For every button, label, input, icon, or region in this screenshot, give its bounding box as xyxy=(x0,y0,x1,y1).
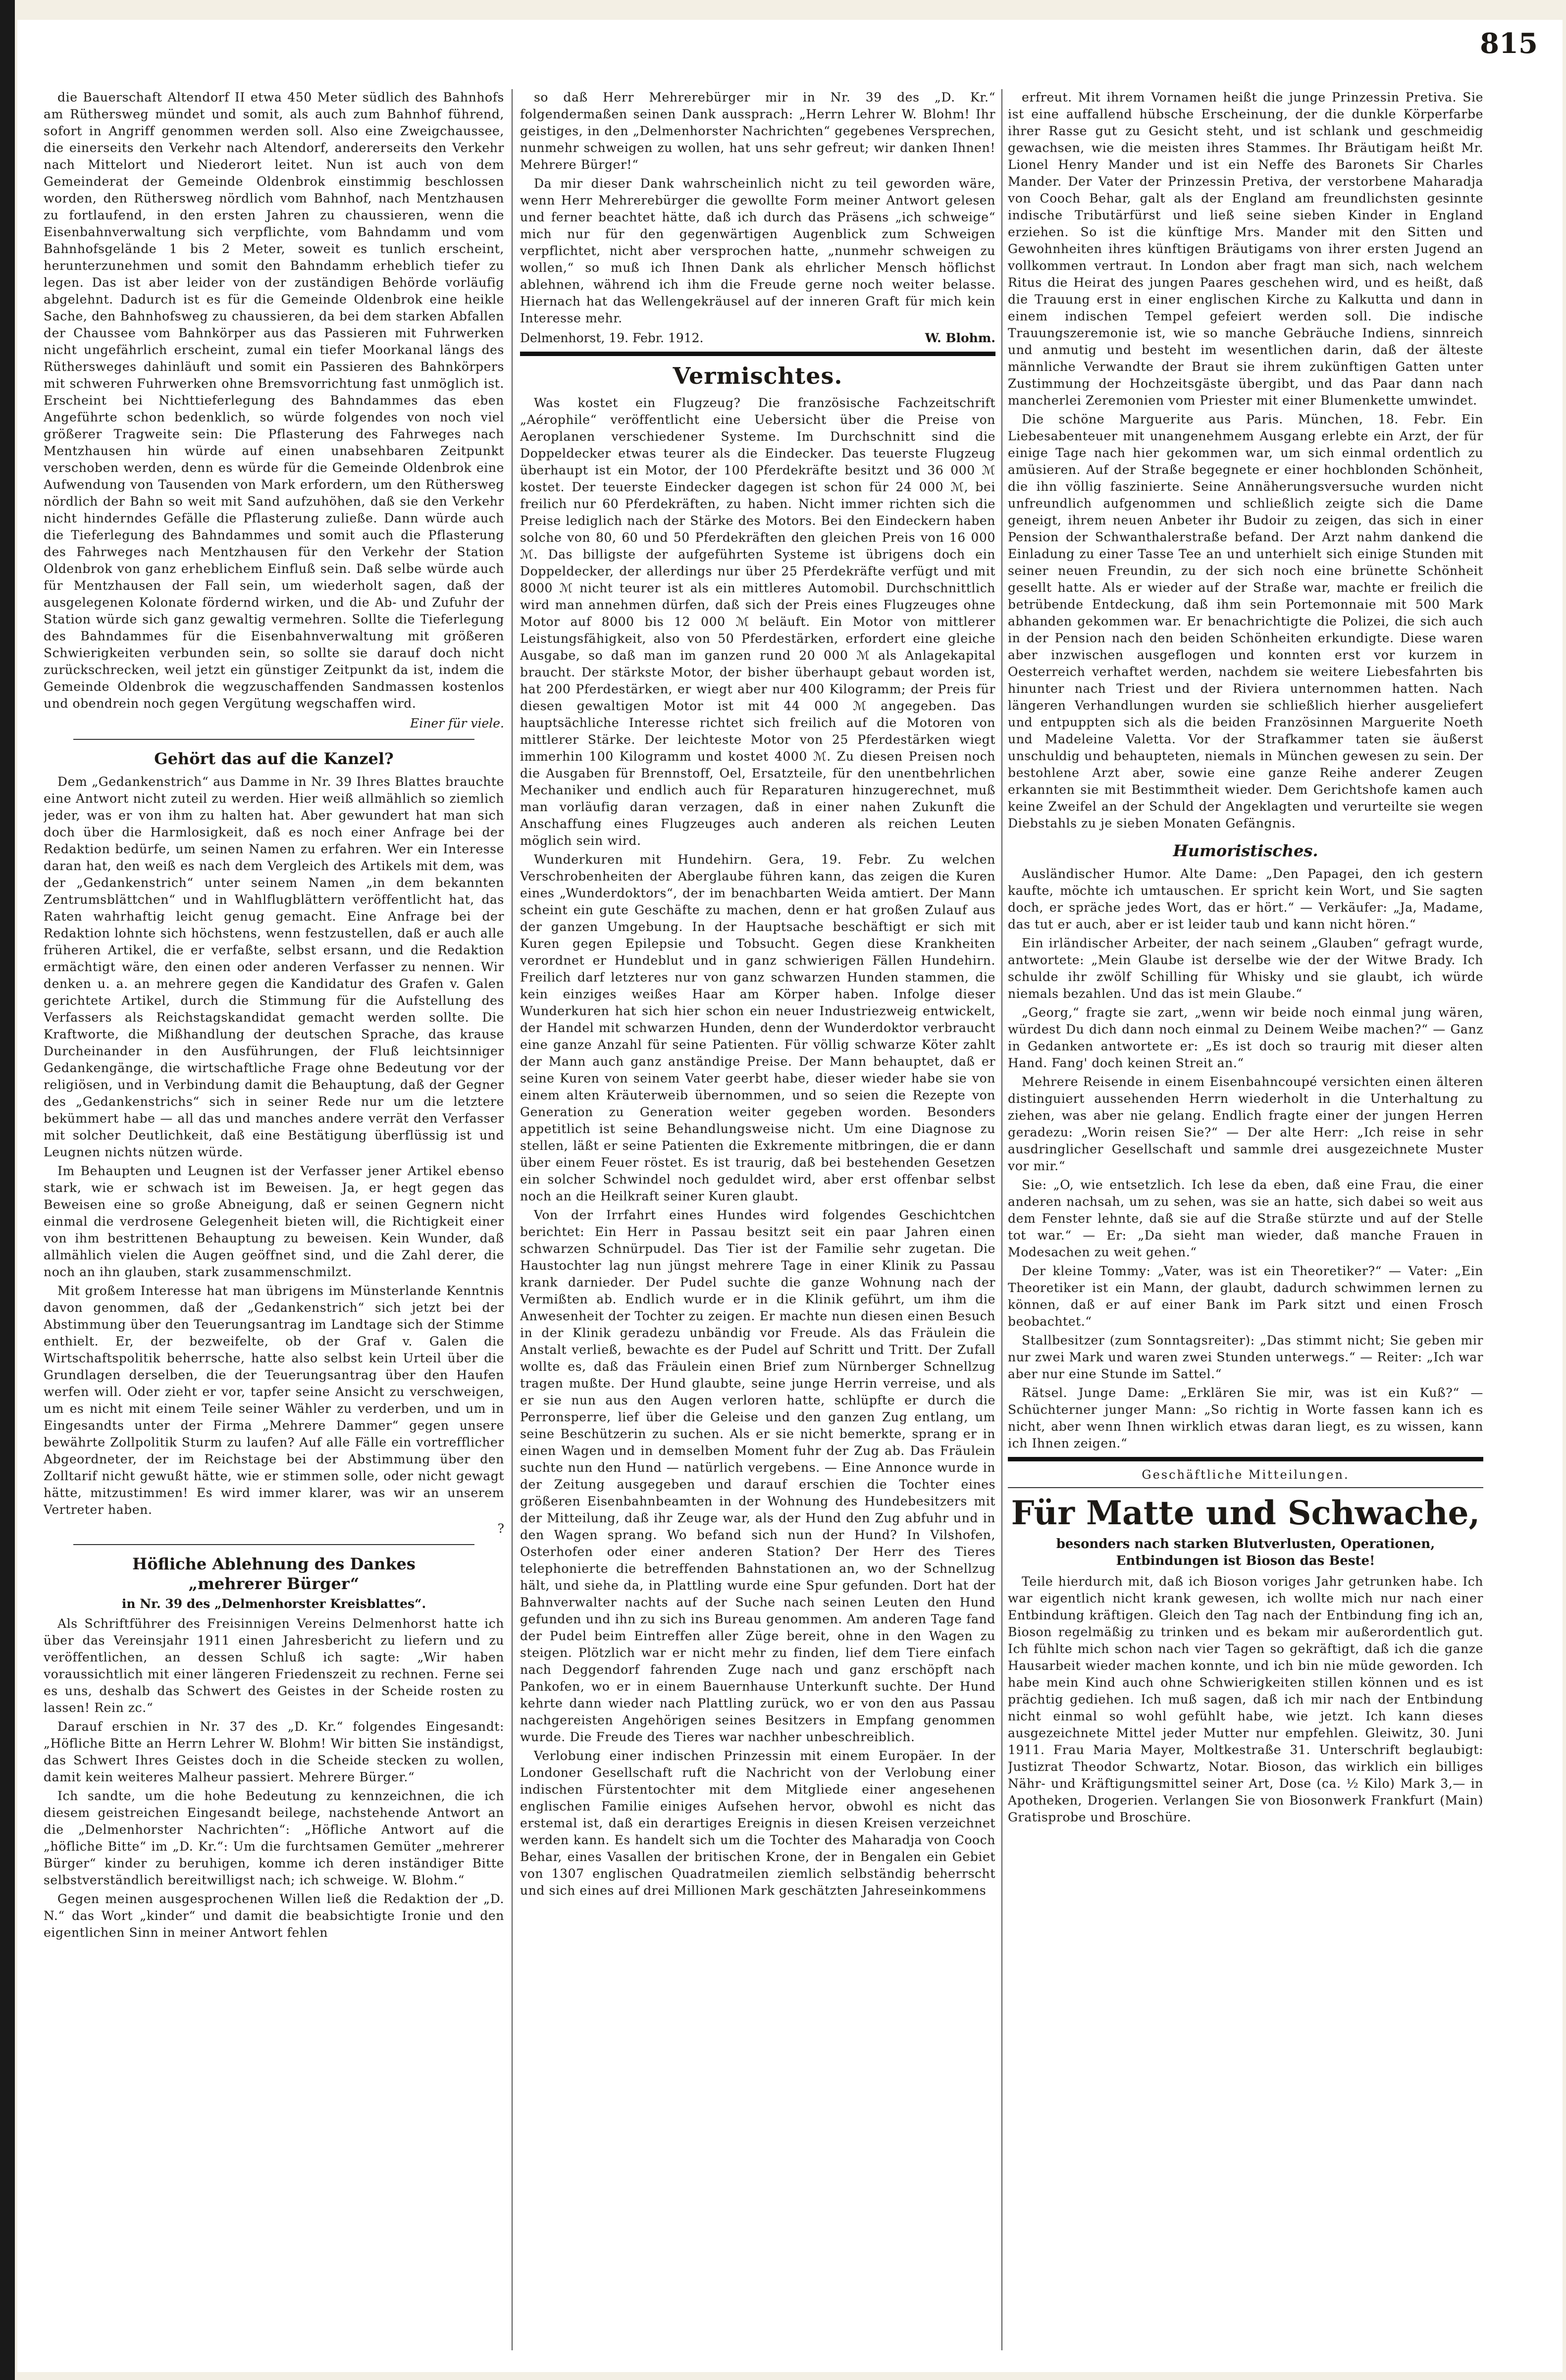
column-1 xyxy=(44,89,504,2360)
column-rule xyxy=(512,89,513,2350)
heading-ablehnung: Höfliche Ablehnung des Dankes xyxy=(132,1554,416,1573)
article-kanzel-p2: Im Behaupten und Leugnen ist der Verfasser jener Artikel ebenso stark, wie er schwach ist im Beweisen. Ja, er hegt gegen das Beweisen eine so große Abneigung, daß er seinen Gegnern nicht einmal die verdrosene Gelegenheit bieten will, die Richtigkeit einer von ihm bestrittenen Behauptung zu beweisen. Kein Wunder, daß allmählich vielen die Augen geöffnet sind, und die Zahl derer, die noch an ihn glauben, stark zusammenschmilzt. xyxy=(44,1164,504,1279)
article-wunderkuren: Wunderkuren mit Hundehirn. Gera, 19. Febr. Zu welchen Verschrobenheiten der Aberglaube führen kann, das zeigen die Kuren eines „Wunderdoktors“, der im benachbarten Weida amtiert. Der Mann scheint ein gute Geschäfte zu machen, denn er hat großen Zulauf aus der ganzen Umgebung. In der Hauptsache beschäftigt er sich mit Kuren gegen Epilepsie und Tobsucht. Gegen diese Krankheiten verordnet er Hundeblut und in ganz schwierigen Fällen Hundehirn. Freilich darf letzteres nur von ganz schwarzen Hunden stammen, die kein einziges weißes Haar am Körper haben. Infolge dieser Wunderkuren hat sich hier schon ein neuer Industriezweig entwickelt, der Handel mit schwarzen Hunden, denn der Wunderdoktor verbraucht eine ganze Anzahl für seine Patienten. Für völlig schwarze Köter zahlt der Mann auch ganz anständige Preise. Der Mann behauptet, daß er seine Kuren von seinem Vater geerbt habe, dieser wieder habe sie von einem alten Kräuterweib übernommen, und so seien die Rezepte von Generation zu Generation weiter gegeben worden. Besonders appetitlich ist seine Behandlungsweise nicht. Um eine Diagnose zu stellen, läßt er seine Patienten die Exkremente mitbringen, die er dann über einem Feuer röstet. Es ist traurig, daß bei bestehenden Gesetzen ein solcher Schwindel noch geduldet wird, aber erst offenbar selbst noch an die Heilkraft seiner Kuren glaubt. xyxy=(520,852,995,1203)
article-ablehnung-p2: Darauf erschien in Nr. 37 des „D. Kr.“ folgendes Eingesandt: „Höfliche Bitte an Herrn Lehrer W. Blohm! Wir bitten Sie inständigst, das Schwert Ihres Geistes doch in die Scheide stecken zu wollen, damit kein weiteres Malheur passiert. Mehrere Bürger.“ xyxy=(44,1719,504,1784)
column-rule xyxy=(1001,89,1002,2350)
article-prinzessin-cont: erfreut. Mit ihrem Vornamen heißt die junge Prinzessin Pretiva. Sie ist eine auffallend hübsche Erscheinung, der die dunkle Körperfarbe ihrer Rasse gut zu Gesicht steht, und ist schlank und geschmeidig gewachsen, wie die meisten ihres Stammes. Ihr Bräutigam heißt Mr. Lionel Henry Mander und ist ein Neffe des Baronets Sir Charles Mander. Der Vater der Prinzessin Pretiva, der verstorbene Maharadja von Cooch Behar, galt als der England am freundlichsten gesinnte indische Tributärfürst und ließ seine sieben Kinder in England erziehen. So ist die künftige Mrs. Mander mit den Sitten und Gewohnheiten ihres künftigen Bräutigams von ihrer ersten Jugend an vollkommen vertraut. In London aber fragt man sich, nach welchem Ritus die Heirat des jungen Paares geschehen wird, und es heißt, daß die Trauung erst in einer englischen Kirche zu Kalkutta und dann in einem indischen Tempel gefeiert werden soll. Die indische Trauungszeremonie ist, wie so manche Gebräuche Indiens, sinnreich und anmutig und besteht im wesentlichen darin, daß der älteste männliche Verwandte der Braut sie ihrem zukünftigen Gatten unter Zustimmung der Hochzeitsgäste übergibt, und das Paar dann nach mancherlei Zeremonien vom Priester mit einer Blumenkette umwindet. xyxy=(1008,90,1483,408)
article-railway-text: die Bauerschaft Altendorf II etwa 450 Meter südlich des Bahnhofs am Rüthersweg mündet und somit, als auch zum Bahnhof führend, sofort in Angriff genommen werden soll. Also eine Zweigchaussee, die einerseits den Verkehr nach Altendorf, andererseits den Verkehr nach Mittelort und Niederort leitet. Nun ist auch von dem Gemeinderat der Gemeinde Oldenbrok einstimmig beschlossen worden, den Rüthersweg nördlich vom Bahnhof, nach Mentzhausen zu fortlaufend, in den ersten Jahren zu chaussieren, wenn die Eisenbahnverwaltung sich verpflichte, vom Bahndamm und vom Bahnhofsgelände 1 bis 2 Meter, soweit es tunlich erscheint, herunterzunehmen und somit den Bahndamm erheblich tiefer zu legen. Das ist aber leider von der zuständigen Behörde vorläufig abgelehnt. Dadurch ist es für die Gemeinde Oldenbrok eine heikle Sache, den Bahnhofsweg zu chaussieren, da bei dem starken Abfallen der Chaussee vom Bahnkörper aus das Passieren mit Fuhrwerken nicht ungefährlich erscheint, zumal ein tiefer Moorkanal längs des Rüthersweges dahinläuft und somit ein Passieren des Bahnkörpers mit schweren Fuhrwerken ohne Bremsvorrichtung fast unmöglich ist. Erscheint bei Nichttieferlegung des Bahndammes das eben Angeführte schon bedenklich, so würde folgendes von noch viel größerer Tragweite sein: Die Pflasterung des Fahrweges nach Mentzhausen hin würde auf einen unabsehbaren Zeitpunkt verschoben werden, denn es würde für die Gemeinde Oldenbrok eine Aufwendung von Tausenden von Mark erfordern, um den Rüthersweg nördlich der Bahn so weit mit Sand aufzuhöhen, daß sie den Verkehr nicht hinderndes Gefälle die Pflasterung zuließe. Dann würde auch die Tieferlegung des Bahndammes und somit auch die Pflasterung des Fahrweges nach Mentzhausen für den Verkehr der Station Oldenbrok von ganz erheblichem Einfluß sein. Daß selbe würde auch für Mentzhausen der Fall sein, um wiederholt sagen, daß der ausgelegenen Kolonate fördernd wirken, und die Ab- und Zufuhr der Station würde sich ganz gewaltig vermehren. Sollte die Tieferlegung des Bahndammes für die Eisenbahnverwaltung mit größeren Schwierigkeiten verbunden sein, so sollte sie darauf doch nicht zurückschrecken, weil jetzt ein günstiger Zeitpunkt da ist, indem die Gemeinde Oldenbrok die wegzuschaffenden Sandmassen kostenlos und obendrein noch gegen Vergütung wegschaffen wird. xyxy=(44,90,504,711)
article-ablehnung-p6: Da mir dieser Dank wahrscheinlich nicht zu teil geworden wäre, wenn Herr Mehrerebürger die gewollte Form meiner Antwort gelesen und ferner beachtet hätte, daß ich durch das Präsens „ich schweige“ mich nur für den gegenwärtigen Augenblick zum Schweigen verpflichtet, nicht aber versprochen hatte, „nunmehr schweigen zu wollen,“ so muß ich Ihnen Dank als ehrlicher Mensch höflichst ablehnen, während ich ihm die Freude gerne noch weiter belasse. Hiernach hat das Wellengekräusel auf der inneren Graft für mich kein Interesse mehr. xyxy=(520,176,995,325)
column-3 xyxy=(1008,89,1483,2360)
article-ablehnung-p4: Gegen meinen ausgesprochenen Willen ließ die Redaktion der „D. N.“ das Wort „kinder“ und damit die beabsichtigte Ironie und den eigentlichen Sinn in meiner Antwort fehlen xyxy=(44,1892,504,1940)
article-marguerite: Die schöne Marguerite aus Paris. München, 18. Febr. Ein Liebesabenteuer mit unangenehmem Ausgang erlebte ein Arzt, der für einige Tage nach hier gekommen war, um sich einmal ordentlich zu amüsieren. Auf der Straße begegnete er einer hochblonden Schönheit, die ihn völlig faszinierte. Seine Annäherungsversuche wurden nicht unfreundlich aufgenommen und schließlich zeigte sich die Dame geneigt, ihrem neuen Anbeter ihr Budoir zu zeigen, das sich in einer Pension der Schwanthalerstraße befand. Der Arzt nahm dankend die Einladung zu einer Tasse Tee an und unterhielt sich einige Stunden mit seiner neuen Freundin, zu der sich noch eine brünette Schönheit gesellt hatte. Als er wieder auf der Straße war, machte er freilich die betrübende Entdeckung, daß ihm sein Portemonnaie mit 500 Mark abhanden gekommen war. Er benachrichtigte die Polizei, die sich auch in der Pension nach den beiden Schönheiten erkundigte. Diese waren aber inzwischen ausgeflogen und konnten erst vor kurzem in Oesterreich verhaftet werden, nachdem sie weitere Liebesfahrten bis hinunter nach Triest und der Riviera unternommen hatten. Nach längeren Verhandlungen wurden sie schließlich hierher ausgeliefert und entpuppten sich als die beiden Französinnen Marguerite Noeth und Madeleine Valetta. Vor der Strafkammer taten sie äußerst unschuldig und behaupteten, niemals in München gewesen zu sein. Der bestohlene Arzt aber, sowie eine ganze Reihe anderer Zeugen erkannten sie mit Bestimmtheit wieder. Dem Gerichtshofe kamen auch keine Zweifel an der Schuld der Angeklagten und verurteilte sie wegen Diebstahls zu je sieben Monaten Gefängnis. xyxy=(1008,412,1483,830)
divider xyxy=(73,1544,474,1545)
signature: Einer für viele. xyxy=(410,716,504,730)
heading-notices: Geschäftliche Mitteilungen. xyxy=(1142,1468,1350,1482)
humor-georg: „Georg,“ fragte sie zart, „wenn wir beide noch einmal jung wären, würdest Du dich dann noch einmal zu Deinem Weibe machen?“ — Ganz in Gedanken antwortete er: „Es ist doch so traurig mit dieser alten Hand. Fang' doch keinen Streit an.“ xyxy=(1008,1005,1483,1070)
heading-humor: Humoristisches. xyxy=(1173,841,1318,860)
article-kanzel-p1: Dem „Gedankenstrich“ aus Damme in Nr. 39 Ihres Blattes brauchte eine Antwort nicht zuteil zu werden. Hier weiß allmählich so ziemlich jeder, was er von ihm zu halten hat. Aber gewundert hat man sich doch über die Harmlosigkeit, daß es noch einer Anfrage bei der Redaktion bedürfe, um seinen Namen zu erfahren. Wer ein Interesse daran hat, den weiß es nach dem Vergleich des Artikels mit dem, was der „Gedankenstrich“ unter seinem Namen „in dem bekannten Zentrumsblättchen“ und in Wahlflugblättern veröffentlicht hat, das Raten wahrhaftig leicht genug gemacht. Eine Anfrage bei der Redaktion lohnte sich höchstens, wenn festzustellen, daß er auch alle früheren Artikel, die er verfaßte, selbst ersann, und die Redaktion ermächtigt wäre, den einen oder anderen Verfasser zu nennen. Wir denken u. a. an mehrere gegen die Kandidatur des Grafen v. Galen gerichtete Artikel, durch die Stimmung für die Aufstellung des Verfassers als Reichstagskandidat gemacht werden sollte. Die Kraftworte, die Mißhandlung der deutschen Sprache, das krause Durcheinander in den Ausführungen, der Fluß leichtsinniger Gedankengänge, die wirtschaftliche Frage ohne Bedeutung vor der religiösen, und in Verbindung damit die Behauptung, daß der Gegner des „Gedankenstrichs“ sich in seiner Rede nur um die letztere bekümmert habe — all das und manches andere verrät den Verfasser mit solcher Deutlichkeit, daß eine Bestätigung überflüssig ist und Leugnen nichts nützen würde. xyxy=(44,775,504,1159)
humor-papagei: Ausländischer Humor. Alte Dame: „Den Papagei, den ich gestern kaufte, möchte ich umtauschen. Er spricht kein Wort, und Sie sagten doch, er spräche jedes Wort, das er hört.“ — Verkäufer: „Ja, Madame, das tut er auch, aber er ist leider taub und kann nicht hören.“ xyxy=(1008,867,1483,931)
ad-subtitle-1: besonders nach starken Blutverlusten, Operationen, xyxy=(1056,1537,1435,1552)
article-ablehnung-p5: so daß Herr Mehrerebürger mir in Nr. 39 des „D. Kr.“ folgendermaßen seinen Dank aussprach: „Herrn Lehrer W. Blohm! Ihr geistiges, in den „Delmenhorster Nachrichten“ gegebenes Versprechen, nunmehr schweigen zu wollen, hat uns sehr gefreut; wir danken Ihnen! Mehrere Bürger!“ xyxy=(520,90,995,172)
heading-kanzel: Gehört das auf die Kanzel? xyxy=(154,749,394,768)
humor-reisende: Mehrere Reisende in einem Eisenbahncoupé versichten einen älteren distinguiert aussehenden Herrn wiederholt in die Unterhaltung zu ziehen, was aber nie gelang. Endlich fragte einer der jungen Herren geradezu: „Worin reisen Sie?“ — Der alte Herr: „Ich reise in sehr ausdringlicher Gesellschaft und sammle drei ausgezeichnete Muster vor mir.“ xyxy=(1008,1075,1483,1173)
question-mark: ? xyxy=(497,1521,504,1536)
article-hund: Von der Irrfahrt eines Hundes wird folgendes Geschichtchen berichtet: Ein Herr in Passau besitzt seit ein paar Jahren einen schwarzen Schnürpudel. Das Tier ist der Familie sehr zugetan. Die Haustochter lag nun jüngst mehrere Tage in einer Klinik zu Passau krank darnieder. Der Pudel suchte die ganze Wohnung nach der Vermißten ab. Endlich wurde er in die Klinik geführt, um ihm die Anwesenheit der Tochter zu zeigen. Er machte nun diesen einen Besuch in der Klinik geradezu unbändig vor Freude. Als das Fräulein die Anstalt verließ, bewachte es der Pudel auf Schritt und Tritt. Der Zufall wollte es, daß das Fräulein einen Brief zum Nürnberger Schnellzug tragen mußte. Der Hund glaubte, seine junge Herrin verreise, und als er sie nun aus den Augen verloren hatte, schlüpfte er durch die Perronsperre, lief über die Geleise und den ganzen Zug entlang, um seine Beschützerin zu suchen. Als er sie nicht bemerkte, sprang er in einen Wagen und in demselben Moment fuhr der Zug ab. Das Fräulein suchte nun den Hund — natürlich vergebens. — Eine Annonce wurde in der Zeitung ausgegeben und darauf erschien die Tochter eines größeren Eisenbahnbeamten in der Wohnung des Hundebesitzers mit der Mitteilung, daß ihr Zeuge war, als der Hund den Zug abfuhr und in den Wagen sprang. Wo befand sich nun der Hund? In Vilshofen, Osterhofen oder einer anderen Station? Der Herr des Tieres telephonierte die betreffenden Bahnstationen an, wo der Schnellzug hält, und siehe da, in Plattling wurde eine Spur gefunden. Dort hat der Bahnverwalter nachts auf der Suche nach seinen Leuten den Hund gefunden und ihn zu sich ins Bureau genommen. Am anderen Tage fand der Pudel beim Eintreffen aller Züge bereit, ohne in den Wagen zu steigen. Plötzlich war er nicht mehr zu finden, lief dem Tiere einfach nach Deggendorf fahrenden Zuge nach und ganz erschöpft nach Pankofen, wo er in einem Bauernhause Unterkunft suchte. Der Hund kehrte dann wieder nach Plattling zurück, wo er von den aus Passau nachgereisten Angehörigen seines Besitzers in Empfang genommen wurde. Die Freude des Tieres war nachher unbeschreiblich. xyxy=(520,1208,995,1744)
article-ablehnung-p3: Ich sandte, um die hohe Bedeutung zu kennzeichnen, die ich diesem geistreichen Eingesandt beilege, nachstehende Antwort an die „Delmenhorster Nachrichten“: „Höfliche Antwort auf die „höfliche Bitte“ im „D. Kr.“: Um die furchtsamen Gemüter „mehrerer Bürger“ kinder zu beruhigen, komme ich deren inständiger Bitte selbstverständlich bereitwilligst nach; ich schweige. W. Blohm.“ xyxy=(44,1789,504,1887)
humor-frau: Sie: „O, wie entsetzlich. Ich lese da eben, daß eine Frau, die einer anderen nachsah, um zu sehen, was sie an hatte, sich dabei so weit aus dem Fenster lehnte, daß sie auf die Straße stürzte und auf der Stelle tot war.“ — Er: „Da sieht man wieder, daß manche Frauen in Modesachen zu weit gehen.“ xyxy=(1008,1178,1483,1259)
humor-stall: Stallbesitzer (zum Sonntagsreiter): „Das stimmt nicht; Sie geben mir nur zwei Mark und waren zwei Stunden unterwegs.“ — Reiter: „Ich war aber nur eine Stunde im Sattel.“ xyxy=(1008,1333,1483,1381)
article-flugzeug: Was kostet ein Flugzeug? Die französische Fachzeitschrift „Aérophile“ veröffentlicht eine Uebersicht über die Preise von Aeroplanen verschiedener Systeme. Im Durchschnitt sind die Doppeldecker etwas teurer als die Eindecker. Das teuerste Flugzeug überhaupt ist ein Motor, der 100 Pferdekräfte besitzt und 36 000 ℳ kostet. Der teuerste Eindecker dagegen ist schon für 24 000 ℳ, bei freilich nur 60 Pferdekräften, zu haben. Nicht immer richten sich die Preise lediglich nach der Stärke des Motors. Bei den Eindeckern haben solche von 80, 60 und 50 Pferdekräften den gleichen Preis von 16 000 ℳ. Das billigste der aufgeführten Systeme ist übrigens doch ein Doppeldecker, der allerdings nur über 25 Pferdekräfte verfügt und mit 8000 ℳ nicht teurer ist als ein mittleres Automobil. Durchschnittlich wird man annehmen dürfen, daß sich der Preis eines Flugzeuges ohne Motor auf 8000 bis 12 000 ℳ beläuft. Ein Motor von mittlerer Leistungsfähigkeit, also von 50 Pferdestärken, erfordert eine gleiche Ausgabe, so daß man im ganzen rund 20 000 ℳ als Anlagekapital braucht. Der stärkste Motor, der bisher überhaupt gebaut worden ist, hat 200 Pferdestärken, er wiegt aber nur 400 Kilogramm; der Preis für diesen gewaltigen Motor ist mit 44 000 ℳ angegeben. Das hauptsächliche Interesse richtet sich freilich auf die Motoren von mittlerer Stärke. Der leichteste Motor von 25 Pferdestärken wiegt immerhin 100 Kilogramm und kostet 4000 ℳ. Zu diesen Preisen noch die Ausgaben für Brennstoff, Oel, Ersatzteile, für den unentbehrlichen Mechaniker und endlich auch für Reparaturen hinzugerechnet, muß man vorläufig daran verzagen, daß in einer nahen Zukunft die Anschaffung eines Flugzeuges auch anderen als reichen Leuten möglich sein wird. xyxy=(520,396,995,848)
humor-tommy: Der kleine Tommy: „Vater, was ist ein Theoretiker?“ — Vater: „Ein Theoretiker ist ein Mann, der glaubt, dadurch schwimmen lernen zu können, daß er auf einer Bank im Park sitzt und einen Frosch beobachtet.“ xyxy=(1008,1264,1483,1329)
humor-arbeiter: Ein irländischer Arbeiter, der nach seinem „Glauben“ gefragt wurde, antwortete: „Mein Glaube ist derselbe wie der der Witwe Brady. Ich schulde ihr zwölf Schilling für Whisky und sie glaubt, ich würde niemals bezahlen. Und das ist mein Glaube.“ xyxy=(1008,936,1483,1001)
column-2 xyxy=(520,89,995,2360)
ad-text: Teile hierdurch mit, daß ich Bioson voriges Jahr getrunken habe. Ich war eigentlich nicht krank gewesen, ich wollte mich nur nach einer Entbindung kräftigen. Gleich den Tag nach der Entbindung fing ich an, Bioson regelmäßig zu trinken und es bekam mir außerordentlich gut. Ich fühlte mich schon nach vier Tagen so gekräftigt, daß ich die ganze Hausarbeit wieder machen konnte, und ich bin nie müde geworden. Ich habe mein Kind auch ohne Schwierigkeiten stillen können und es ist prächtig gediehen. Ich muß sagen, daß ich mir nach der Entbindung nicht einmal so wohl gefühlt habe, wie jetzt. Ich kann dieses ausgezeichnete Mittel jeder Mutter nur empfehlen. Gleiwitz, 30. Juni 1911. Frau Maria Mayer, Moltkestraße 31. Unterschrift beglaubigt: Justizrat Theodor Schwartz, Notar. Bioson, das wirklich ein billiges Nähr- und Kräftigungsmittel seiner Art, Dose (ca. ½ Kilo) Mark 3,— in Apotheken, Drogerien. Verlangen Sie von Biosonwerk Frankfurt (Main) Gratisprobe und Broschüre. xyxy=(1008,1574,1483,1824)
article-ablehnung-p1: Als Schriftführer des Freisinnigen Vereins Delmenhorst hatte ich über das Vereinsjahr 1911 einen Jahresbericht zu liefern und zu veröffentlichen, an dessen Schluß ich sagte: „Wir haben voraussichtlich mit einer längeren Friedenszeit zu rechnen. Ferne sei es uns, deshalb das Schwert des Geistes in der Scheide rosten zu lassen! Rein zc.“ xyxy=(44,1616,504,1715)
article-kanzel-p3: Mit großem Interesse hat man übrigens im Münsterlande Kenntnis davon genommen, daß der „Gedankenstrich“ sich jetzt bei der Abstimmung über den Teuerungsantrag im Landtage sich der Stimme enthielt. Er, der bezweifelte, ob der Graf v. Galen die Wirtschaftspolitik beherrsche, hatte also selbst kein Urteil über die Grundlagen derselben, die der Teuerungsantrag über den Haufen werfen will. Oder zieht er vor, tapfer seine Ansicht zu verschweigen, um es nicht mit einem Teile seiner Wähler zu verderben, und um in Eingesandts unter der Firma „Mehrere Dammer“ gegen unsere bewährte Zollpolitik Sturm zu laufen? Auf alle Fälle ein vortrefflicher Abgeordneter, der im Reichstage bei der Abstimmung über den Zolltarif nicht gewußt hätte, wie er stimmen solle, oder nicht gewagt hätte, mitzustimmen! Es wird immer klarer, was wir an unserem Vertreter haben. xyxy=(44,1284,504,1517)
heading-ablehnung-sub: „mehrerer Bürger“ xyxy=(188,1574,360,1593)
divider xyxy=(73,739,474,740)
heading-ablehnung-ref: in Nr. 39 des „Delmenhorster Kreisblattes“. xyxy=(121,1597,426,1611)
article-prinzessin: Verlobung einer indischen Prinzessin mit einem Europäer. In der Londoner Gesellschaft ruft die Nachricht von der Verlobung einer indischen Fürstentochter mit dem Mitgliede einer angesehenen englischen Familie einiges Aufsehen hervor, obwohl es nicht das erstemal ist, daß ein derartiges Ereignis in diesen Kreisen verzeichnet werden kann. Es handelt sich um die Tochter des Maharadja von Cooch Behar, eines Vasallen der britischen Krone, der in Bengalen ein Gebiet von 1307 englischen Quadratmeilen ziemlich selbständig beherrscht und sich eines auf drei Millionen Mark geschätzten Jahreseinkommens xyxy=(520,1749,995,1898)
heading-vermischtes: Vermischtes. xyxy=(673,362,843,389)
divider xyxy=(1008,1487,1483,1488)
section-rule xyxy=(1008,1457,1483,1461)
page-number: 815 xyxy=(1480,27,1538,60)
ad-subtitle-2: Entbindungen ist Bioson das Beste! xyxy=(1116,1553,1375,1568)
dateline-place-date: Delmenhorst, 19. Febr. 1912. xyxy=(520,331,704,345)
section-rule xyxy=(520,352,995,356)
dateline xyxy=(520,330,995,347)
dateline-author: W. Blohm. xyxy=(925,331,995,345)
scan-binding-edge xyxy=(0,0,15,2380)
ad-title: Für Matte und Schwache, xyxy=(1011,1494,1480,1532)
humor-raetsel: Rätsel. Junge Dame: „Erklären Sie mir, was ist ein Kuß?“ — Schüchterner junger Mann: „So richtig in Worte fassen kann ich es nicht, aber wenn Ihnen wirklich etwas daran liegt, es zu wissen, kann ich Ihnen zeigen.“ xyxy=(1008,1386,1483,1450)
